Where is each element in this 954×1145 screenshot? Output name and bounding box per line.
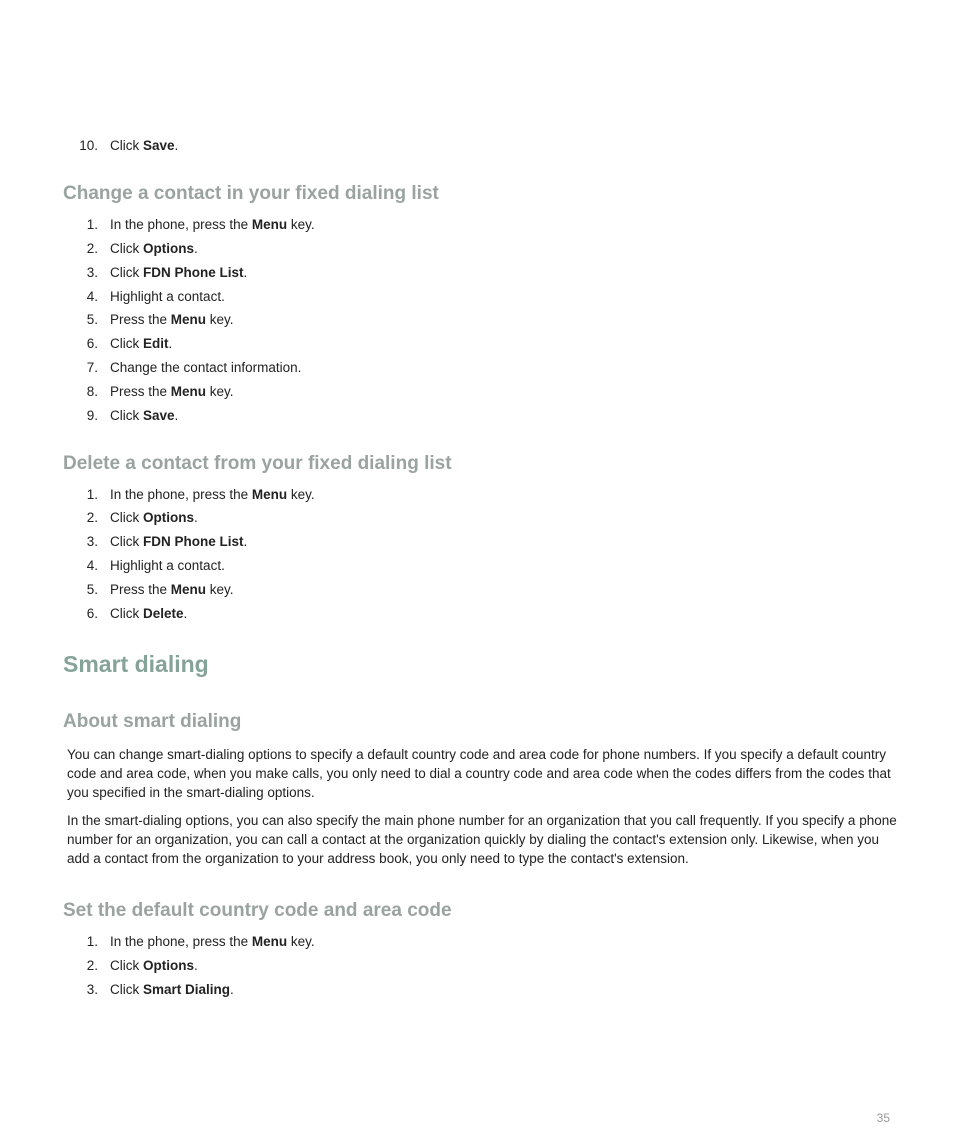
step-number: 1.: [86, 934, 98, 949]
step-number: 3.: [86, 265, 98, 280]
step-number: 1.: [86, 487, 98, 502]
step-text: Press the Menu key.: [110, 582, 234, 597]
step-text: Highlight a contact.: [110, 558, 225, 573]
page-number: 35: [876, 1111, 890, 1125]
step-number: 6.: [86, 336, 98, 351]
step-text: Click Options.: [110, 241, 198, 256]
section-heading: Set the default country code and area code: [63, 900, 452, 921]
step-number: 3.: [86, 982, 98, 997]
section-heading: About smart dialing: [63, 711, 242, 732]
step-number: 7.: [86, 360, 98, 375]
step-number: 5.: [86, 582, 98, 597]
paragraph: In the smart-dialing options, you can also specify the main phone number for an organization that you call frequently. If you specify a phone number for an organization, you can call a contact at the organization quickly by dialing the contact's extension only. Likewise, when you add a contact from the organization to your address book, you only need to type the contact's extension.: [67, 813, 897, 866]
step-text: Click FDN Phone List.: [110, 534, 248, 549]
step-text: In the phone, press the Menu key.: [110, 217, 315, 232]
step-text: In the phone, press the Menu key.: [110, 934, 315, 949]
section-heading: Delete a contact from your fixed dialing list: [63, 453, 452, 474]
step-number: 1.: [86, 217, 98, 232]
chapter-title: Smart dialing: [63, 651, 209, 677]
step-text: Click Save.: [110, 138, 179, 153]
step-number: 2.: [86, 241, 98, 256]
step-number: 6.: [86, 606, 98, 621]
section-heading: Change a contact in your fixed dialing list: [63, 183, 439, 204]
step-text: Click Edit.: [110, 336, 173, 351]
step-text: Click Delete.: [110, 606, 188, 621]
step-text: Click Options.: [110, 510, 198, 525]
step-text: Highlight a contact.: [110, 289, 225, 304]
paragraph: You can change smart-dialing options to specify a default country code and area code for phone numbers. If you specify a default country code and area code, when you make calls, you only need to dial a country code and area code when the codes differs from the codes that you specified in the smart-dialing options.: [67, 747, 891, 800]
step-number: 8.: [86, 384, 98, 399]
step-number: 4.: [86, 558, 98, 573]
step-number: 3.: [86, 534, 98, 549]
step-text: In the phone, press the Menu key.: [110, 487, 315, 502]
step-number: 10.: [79, 138, 98, 153]
step-text: Click Options.: [110, 958, 198, 973]
step-text: Click Smart Dialing.: [110, 982, 234, 997]
step-text: Click FDN Phone List.: [110, 265, 248, 280]
step-number: 2.: [86, 510, 98, 525]
step-number: 5.: [86, 312, 98, 327]
step-number: 4.: [86, 289, 98, 304]
step-text: Change the contact information.: [110, 360, 302, 375]
step-number: 9.: [86, 408, 98, 423]
step-number: 2.: [86, 958, 98, 973]
step-text: Click Save.: [110, 408, 179, 423]
step-text: Press the Menu key.: [110, 384, 234, 399]
step-text: Press the Menu key.: [110, 312, 234, 327]
